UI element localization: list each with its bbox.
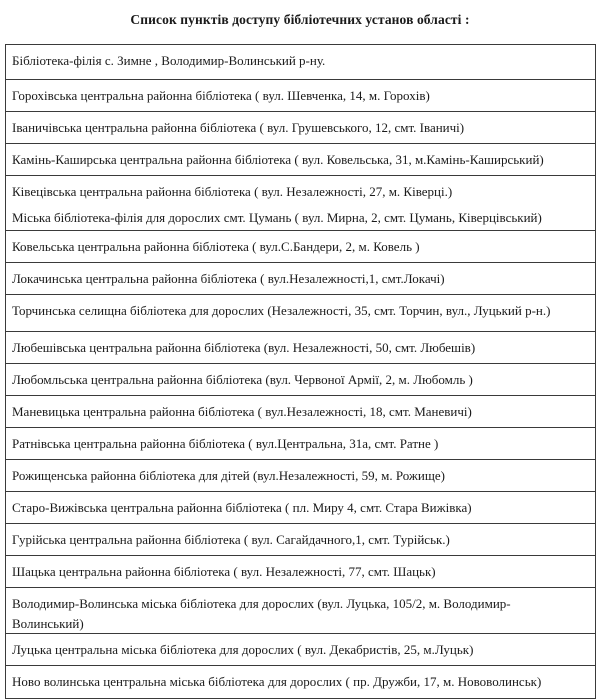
library-entry: Рожищенська районна бібліотека для дітей (вул.Незалежності, 59, м. Рожище)	[12, 468, 445, 483]
table-row	[6, 492, 595, 524]
table-row	[6, 295, 595, 332]
library-entry: Володимир-Волинська міська бібліотека для дорослих (вул. Луцька, 105/2, м. Володимир-	[12, 596, 511, 611]
table-row	[6, 666, 595, 698]
table-row	[6, 263, 595, 295]
table-row	[6, 176, 595, 231]
document-title: Список пунктів доступу бібліотечних установ області :	[130, 12, 470, 27]
table-row	[6, 112, 595, 144]
library-entry: Любомльська центральна районна бібліотека (вул. Червоної Армії, 2, м. Любомль )	[12, 372, 473, 387]
library-list-table	[5, 44, 596, 699]
table-row	[6, 396, 595, 428]
library-entry: Ратнівська центральна районна бібліотека ( вул.Центральна, 31а, смт. Ратне )	[12, 436, 439, 451]
library-entry: Торчинська селищна бібліотека для дорослих (Незалежності, 35, смт. Торчин, вул., Луцький р-н.)	[12, 303, 551, 318]
table-row	[6, 364, 595, 396]
table-row	[6, 80, 595, 112]
library-entry: Шацька центральна районна бібліотека ( вул. Незалежності, 77, смт. Шацьк)	[12, 564, 436, 579]
table-row	[6, 588, 595, 634]
library-entry: Любешівська центральна районна бібліотека (вул. Незалежності, 50, смт. Любешів)	[12, 340, 476, 355]
library-entry: Маневицька центральна районна бібліотека ( вул.Незалежності, 18, смт. Маневичі)	[12, 404, 472, 419]
library-entry: Горохівська центральна районна бібліотека ( вул. Шевченка, 14, м. Горохів)	[12, 88, 430, 103]
table-row	[6, 634, 595, 666]
table-row	[6, 428, 595, 460]
table-row	[6, 524, 595, 556]
table-row	[6, 231, 595, 263]
library-entry: Ново волинська центральна міська бібліотека для дорослих ( пр. Дружби, 17, м. Нововолинськ)	[12, 674, 542, 689]
table-row	[6, 332, 595, 364]
library-entry-continuation: Волинський)	[12, 616, 84, 631]
table-row	[6, 460, 595, 492]
table-row	[6, 144, 595, 176]
library-entry: Локачинська центральна районна бібліотека ( вул.Незалежності,1, смт.Локачі)	[12, 271, 445, 286]
library-entry: Ківецівська центральна районна бібліотека ( вул. Незалежності, 27, м. Ківерці.)	[12, 184, 453, 199]
library-entry: Ковельська центральна районна бібліотека ( вул.С.Бандери, 2, м. Ковель )	[12, 239, 420, 254]
table-row	[6, 45, 595, 80]
library-entry: Старо-Вижівська центральна районна бібліотека ( пл. Миру 4, смт. Стара Вижівка)	[12, 500, 472, 515]
library-entry: Міська бібліотека-філія для дорослих смт. Цумань ( вул. Мирна, 2, смт. Цумань, Ківерцівський)	[12, 210, 542, 225]
library-entry: Іваничівська центральна районна бібліотека ( вул. Грушевського, 12, смт. Іваничі)	[12, 120, 465, 135]
library-entry: Камінь-Каширська центральна районна бібліотека ( вул. Ковельська, 31, м.Камінь-Каширський)	[12, 152, 544, 167]
library-entry: Гурійська центральна районна бібліотека ( вул. Сагайдачного,1, смт. Турійськ.)	[12, 532, 450, 547]
library-entry: Луцька центральна міська бібліотека для дорослих ( вул. Декабристів, 25, м.Луцьк)	[12, 642, 474, 657]
table-row	[6, 556, 595, 588]
library-entry: Бібліотека-філія с. Зимне , Володимир-Волинський р-ну.	[12, 53, 326, 68]
